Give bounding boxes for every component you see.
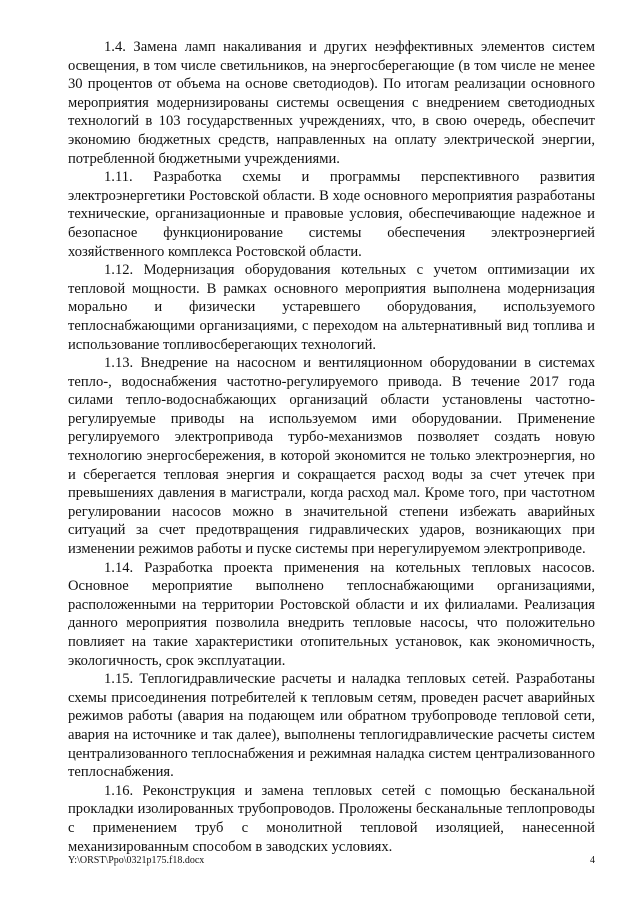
paragraph-text: Модернизация оборудования котельных с учетом оптимизации их тепловой мощности. В рамках основного мероприятия выполнена модернизация морально и физически устаревшего оборудования, используемого теплоснабжающими организациями, с переходом на альтернативный вид топлива и использование топливосберегающих технологий.	[68, 262, 596, 353]
paragraph-text: Реконструкция и замена тепловых сетей с помощью бесканальной прокладки изолированных трубопроводов. Проложены бесканальные теплопроводы с применением труб с монолитной тепловой изоляцией, нанесенной механизированным способом в заводских условиях.	[68, 782, 595, 855]
paragraph-1-11	[68, 168, 595, 261]
paragraph-text: Теплогидравлические расчеты и наладка тепловых сетей. Разработаны схемы присоединения потребителей к тепловым сетям, проведен расчет аварийных режимов работы (авария на подающем или обратном трубопроводе тепловой сети, авария на источнике и так далее), выполнены теплогидравлические расчеты систем централизованного теплоснабжения и режимная наладка систем централизованного теплоснабжения.	[68, 671, 595, 781]
paragraph-text: Разработка проекта применения на котельных тепловых насосов. Основное мероприятие выполнено теплоснабжающими организациями, расположенными на территории Ростовской области и их филиалами. Реализация данного мероприятия позволила внедрить тепловые насосы, что положительно повлияет на такие характеристики отопительных установок, как экономичность, экологичность, срок эксплуатации.	[68, 559, 595, 669]
paragraph-1-13	[68, 354, 595, 559]
paragraph-text: Замена ламп накаливания и других неэффективных элементов систем освещения, в том числе светильников, на энергосберегающие (в том числе не менее 30 процентов от объема на основе светодиодов). По итогам реализации основного мероприятия модернизированы системы освещения с внедрением светодиодных технологий в 103 государственных учреждениях, что, в свою очередь, обеспечит экономию бюджетных средств, направленных на оплату электрической энергии, потребленной бюджетными учреждениями.	[68, 39, 595, 167]
paragraph-number: 1.15.	[104, 671, 134, 688]
page-number: 4	[590, 855, 595, 866]
paragraph-1-12	[68, 261, 595, 354]
paragraph-number: 1.14.	[104, 559, 134, 576]
paragraph-1-15	[68, 670, 595, 782]
paragraph-text: Внедрение на насосном и вентиляционном оборудовании в системах тепло-, водоснабжения частотно-регулируемого привода. В течение 2017 года силами тепло-водоснабжающих организаций области установлены частотно-регулируемые приводы на используемом ими оборудовании. Применение регулируемого электропривода турбо-механизмов позволяет создать новую технологию энергосбережения, в которой экономится не только электроэнергия, но и сберегается тепловая энергия и сокращается расход воды за счет утечек при превышениях давления в магистрали, когда расход мал. Кроме того, при частотном регулировании насосов можно в значительной степени избежать аварийных ситуаций за счет предотвращения гидравлических ударов, возникающих при изменении режимов работы и пуске системы при нерегулируемом электроприводе.	[68, 355, 595, 558]
paragraph-number: 1.16.	[104, 782, 134, 799]
footer-file-path: Y:\ORST\Ppo\0321p175.f18.docx	[68, 855, 205, 866]
paragraph-1-16	[68, 782, 595, 856]
paragraph-text: Разработка схемы и программы перспективного развития электроэнергетики Ростовской области. В ходе основного мероприятия разработаны технические, организационные и правовые условия, обеспечивающие надежное и безопасное функционирование системы обеспечения электроэнергией хозяйственного комплекса Ростовской области.	[68, 169, 595, 260]
paragraph-number: 1.13.	[104, 355, 134, 372]
paragraph-1-14	[68, 559, 595, 671]
paragraph-number: 1.12.	[104, 262, 134, 279]
paragraph-number: 1.4.	[104, 39, 126, 55]
paragraph-1-4	[68, 38, 595, 168]
paragraph-number: 1.11.	[104, 169, 133, 186]
page-footer	[68, 852, 595, 871]
document-body	[68, 38, 595, 856]
